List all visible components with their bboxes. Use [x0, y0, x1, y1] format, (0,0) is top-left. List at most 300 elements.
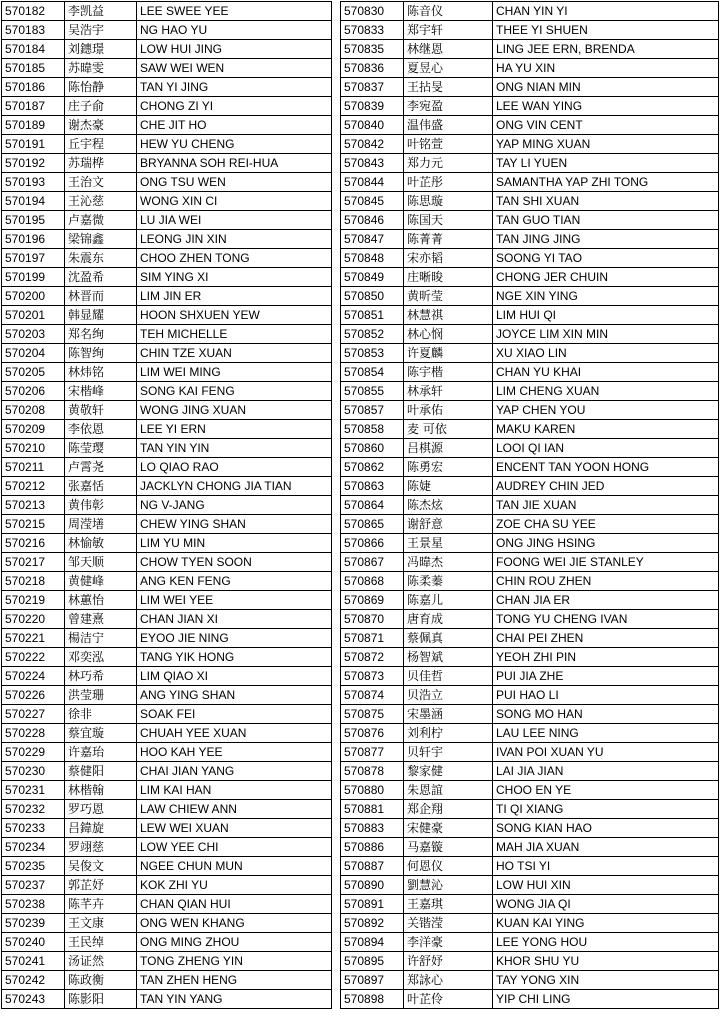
student-id-cell: 570187 — [2, 97, 65, 116]
table-row — [2, 515, 332, 534]
student-id-cell: 570873 — [341, 667, 404, 686]
chinese-name-cell: 王治文 — [65, 173, 137, 192]
table-row — [2, 819, 332, 838]
student-id-cell: 570240 — [2, 933, 65, 952]
table-row — [341, 914, 719, 933]
chinese-name-cell: 陈芊卉 — [65, 895, 137, 914]
chinese-name-cell: 黎家健 — [404, 762, 493, 781]
english-name-cell: LEE SWEE YEE — [137, 2, 332, 21]
chinese-name-cell: 吕鍏旋 — [65, 819, 137, 838]
table-row — [341, 211, 719, 230]
table-row — [341, 116, 719, 135]
chinese-name-cell: 陈菁菁 — [404, 230, 493, 249]
table-row — [2, 876, 332, 895]
chinese-name-cell: 李依恩 — [65, 420, 137, 439]
table-row — [341, 173, 719, 192]
english-name-cell: CHIN TZE XUAN — [137, 344, 332, 363]
table-row — [341, 895, 719, 914]
english-name-cell: CHONG ZI YI — [137, 97, 332, 116]
chinese-name-cell: 贝佳哲 — [404, 667, 493, 686]
chinese-name-cell: 韩显耀 — [65, 306, 137, 325]
chinese-name-cell: 陈勇宏 — [404, 458, 493, 477]
english-name-cell: TAN JIE XUAN — [493, 496, 719, 515]
english-name-cell: EYOO JIE NING — [137, 629, 332, 648]
english-name-cell: TI QI XIANG — [493, 800, 719, 819]
table-row — [2, 230, 332, 249]
chinese-name-cell: 陈国天 — [404, 211, 493, 230]
chinese-name-cell: 郑力元 — [404, 154, 493, 173]
english-name-cell: HOON SHXUEN YEW — [137, 306, 332, 325]
chinese-name-cell: 林巧希 — [65, 667, 137, 686]
english-name-cell: TONG YU CHENG IVAN — [493, 610, 719, 629]
table-row — [2, 211, 332, 230]
student-id-cell: 570851 — [341, 306, 404, 325]
english-name-cell: KOK ZHI YU — [137, 876, 332, 895]
chinese-name-cell: 林继恩 — [404, 40, 493, 59]
chinese-name-cell: 梁锦鑫 — [65, 230, 137, 249]
student-id-cell: 570877 — [341, 743, 404, 762]
student-id-cell: 570242 — [2, 971, 65, 990]
english-name-cell: SONG KIAN HAO — [493, 819, 719, 838]
student-id-cell: 570195 — [2, 211, 65, 230]
english-name-cell: JACKLYN CHONG JIA TIAN — [137, 477, 332, 496]
chinese-name-cell: 徐非 — [65, 705, 137, 724]
table-row — [2, 648, 332, 667]
student-id-cell: 570204 — [2, 344, 65, 363]
english-name-cell: ENCENT TAN YOON HONG — [493, 458, 719, 477]
english-name-cell: CHAI PEI ZHEN — [493, 629, 719, 648]
chinese-name-cell: 陈政衡 — [65, 971, 137, 990]
chinese-name-cell: 林心悯 — [404, 325, 493, 344]
student-id-cell: 570898 — [341, 990, 404, 1009]
chinese-name-cell: 林慧祺 — [404, 306, 493, 325]
student-id-cell: 570843 — [341, 154, 404, 173]
english-name-cell: CHIN ROU ZHEN — [493, 572, 719, 591]
english-name-cell: AUDREY CHIN JED — [493, 477, 719, 496]
english-name-cell: SAW WEI WEN — [137, 59, 332, 78]
chinese-name-cell: 洪莹珊 — [65, 686, 137, 705]
english-name-cell: JOYCE LIM XIN MIN — [493, 325, 719, 344]
english-name-cell: LING JEE ERN, BRENDA — [493, 40, 719, 59]
english-name-cell: LIM QIAO XI — [137, 667, 332, 686]
table-row — [2, 382, 332, 401]
table-row — [341, 705, 719, 724]
table-row — [2, 2, 332, 21]
student-id-cell: 570868 — [341, 572, 404, 591]
student-id-cell: 570869 — [341, 591, 404, 610]
english-name-cell: SONG MO HAN — [493, 705, 719, 724]
table-row — [341, 819, 719, 838]
student-id-cell: 570854 — [341, 363, 404, 382]
table-row — [2, 458, 332, 477]
table-row — [341, 249, 719, 268]
student-id-cell: 570853 — [341, 344, 404, 363]
table-row — [2, 363, 332, 382]
chinese-name-cell: 郑詠心 — [404, 971, 493, 990]
chinese-name-cell: 黄敬轩 — [65, 401, 137, 420]
english-name-cell: LAI JIA JIAN — [493, 762, 719, 781]
chinese-name-cell: 宋亦韬 — [404, 249, 493, 268]
chinese-name-cell: 吴俊文 — [65, 857, 137, 876]
table-row — [341, 724, 719, 743]
chinese-name-cell: 王景星 — [404, 534, 493, 553]
chinese-name-cell: 黄昕莹 — [404, 287, 493, 306]
student-id-cell: 570875 — [341, 705, 404, 724]
table-row — [341, 762, 719, 781]
english-name-cell: CHONG JER CHUIN — [493, 268, 719, 287]
table-row — [2, 287, 332, 306]
student-id-cell: 570219 — [2, 591, 65, 610]
chinese-name-cell: 黄伟彰 — [65, 496, 137, 515]
student-id-cell: 570243 — [2, 990, 65, 1009]
chinese-name-cell: 郑名绚 — [65, 325, 137, 344]
table-row — [341, 325, 719, 344]
table-row — [2, 477, 332, 496]
table-row — [2, 971, 332, 990]
chinese-name-cell: 林愉敏 — [65, 534, 137, 553]
student-id-cell: 570221 — [2, 629, 65, 648]
english-name-cell: LOOI QI IAN — [493, 439, 719, 458]
table-row — [2, 724, 332, 743]
student-id-cell: 570887 — [341, 857, 404, 876]
english-name-cell: LU JIA WEI — [137, 211, 332, 230]
chinese-name-cell: 黄健峰 — [65, 572, 137, 591]
table-row — [341, 192, 719, 211]
english-name-cell: HOO KAH YEE — [137, 743, 332, 762]
chinese-name-cell: 陈婕 — [404, 477, 493, 496]
student-id-cell: 570210 — [2, 439, 65, 458]
english-name-cell: TAN GUO TIAN — [493, 211, 719, 230]
chinese-name-cell: 麦 可依 — [404, 420, 493, 439]
student-id-cell: 570224 — [2, 667, 65, 686]
chinese-name-cell: 周滢墡 — [65, 515, 137, 534]
chinese-name-cell: 苏暐雯 — [65, 59, 137, 78]
student-id-cell: 570886 — [341, 838, 404, 857]
student-id-cell: 570842 — [341, 135, 404, 154]
chinese-name-cell: 郑宇轩 — [404, 21, 493, 40]
student-id-cell: 570197 — [2, 249, 65, 268]
english-name-cell: KUAN KAI YING — [493, 914, 719, 933]
english-name-cell: WONG JIA QI — [493, 895, 719, 914]
chinese-name-cell: 叶芷伶 — [404, 990, 493, 1009]
chinese-name-cell: 丘宇程 — [65, 135, 137, 154]
english-name-cell: LIM JIN ER — [137, 287, 332, 306]
english-name-cell: CHOO ZHEN TONG — [137, 249, 332, 268]
english-name-cell: CHOW TYEN SOON — [137, 553, 332, 572]
chinese-name-cell: 陈音仪 — [404, 2, 493, 21]
english-name-cell: ANG KEN FENG — [137, 572, 332, 591]
chinese-name-cell: 蔡健阳 — [65, 762, 137, 781]
table-row — [341, 648, 719, 667]
table-row — [2, 97, 332, 116]
student-id-cell: 570833 — [341, 21, 404, 40]
english-name-cell: CHAN QIAN HUI — [137, 895, 332, 914]
english-name-cell: BRYANNA SOH REI-HUA — [137, 154, 332, 173]
chinese-name-cell: 劉慧沁 — [404, 876, 493, 895]
english-name-cell: IVAN POI XUAN YU — [493, 743, 719, 762]
english-name-cell: TAY YONG XIN — [493, 971, 719, 990]
table-row — [2, 857, 332, 876]
student-id-cell: 570218 — [2, 572, 65, 591]
table-row — [2, 667, 332, 686]
chinese-name-cell: 刘鏸璟 — [65, 40, 137, 59]
chinese-name-cell: 张嘉恬 — [65, 477, 137, 496]
table-row — [341, 382, 719, 401]
chinese-name-cell: 冯暐杰 — [404, 553, 493, 572]
table-row — [2, 705, 332, 724]
table-row — [2, 116, 332, 135]
chinese-name-cell: 曾建熹 — [65, 610, 137, 629]
chinese-name-cell: 罗翊慈 — [65, 838, 137, 857]
student-id-cell: 570876 — [341, 724, 404, 743]
english-name-cell: LIM WEI YEE — [137, 591, 332, 610]
english-name-cell: FOONG WEI JIE STANLEY — [493, 553, 719, 572]
roster-body-right — [341, 2, 719, 1009]
student-id-cell: 570860 — [341, 439, 404, 458]
table-row — [341, 97, 719, 116]
chinese-name-cell: 宋墨涵 — [404, 705, 493, 724]
english-name-cell: YEOH ZHI PIN — [493, 648, 719, 667]
student-id-cell: 570222 — [2, 648, 65, 667]
student-id-cell: 570846 — [341, 211, 404, 230]
english-name-cell: CHAN JIA ER — [493, 591, 719, 610]
english-name-cell: TAN YI JING — [137, 78, 332, 97]
english-name-cell: CHEW YING SHAN — [137, 515, 332, 534]
table-row — [341, 306, 719, 325]
chinese-name-cell: 夏昱心 — [404, 59, 493, 78]
table-row — [2, 40, 332, 59]
student-id-cell: 570186 — [2, 78, 65, 97]
english-name-cell: HEW YU CHENG — [137, 135, 332, 154]
table-row — [2, 401, 332, 420]
chinese-name-cell: 庄子俞 — [65, 97, 137, 116]
table-row — [341, 876, 719, 895]
chinese-name-cell: 汤证然 — [65, 952, 137, 971]
chinese-name-cell: 吴浩宇 — [65, 21, 137, 40]
english-name-cell: LEONG JIN XIN — [137, 230, 332, 249]
student-id-cell: 570864 — [341, 496, 404, 515]
english-name-cell: CHAI JIAN YANG — [137, 762, 332, 781]
table-row — [341, 458, 719, 477]
student-id-cell: 570232 — [2, 800, 65, 819]
english-name-cell: TAN YIN YANG — [137, 990, 332, 1009]
student-id-cell: 570237 — [2, 876, 65, 895]
chinese-name-cell: 杨智斌 — [404, 648, 493, 667]
student-id-cell: 570891 — [341, 895, 404, 914]
table-row — [2, 192, 332, 211]
english-name-cell: ONG WEN KHANG — [137, 914, 332, 933]
table-row — [2, 610, 332, 629]
student-id-cell: 570229 — [2, 743, 65, 762]
english-name-cell: LEE YONG HOU — [493, 933, 719, 952]
student-id-cell: 570239 — [2, 914, 65, 933]
student-id-cell: 570191 — [2, 135, 65, 154]
chinese-name-cell: 李凯益 — [65, 2, 137, 21]
english-name-cell: YAP CHEN YOU — [493, 401, 719, 420]
student-id-cell: 570878 — [341, 762, 404, 781]
chinese-name-cell: 王拈旻 — [404, 78, 493, 97]
chinese-name-cell: 陈怡静 — [65, 78, 137, 97]
student-id-cell: 570897 — [341, 971, 404, 990]
student-id-cell: 570199 — [2, 268, 65, 287]
table-row — [341, 667, 719, 686]
student-id-cell: 570874 — [341, 686, 404, 705]
table-row — [2, 838, 332, 857]
chinese-name-cell: 吕棋源 — [404, 439, 493, 458]
student-id-cell: 570193 — [2, 173, 65, 192]
table-row — [341, 534, 719, 553]
student-id-cell: 570849 — [341, 268, 404, 287]
chinese-name-cell: 许夏麟 — [404, 344, 493, 363]
student-id-cell: 570892 — [341, 914, 404, 933]
chinese-name-cell: 沈盈希 — [65, 268, 137, 287]
english-name-cell: NG V-JANG — [137, 496, 332, 515]
chinese-name-cell: 关锴滢 — [404, 914, 493, 933]
chinese-name-cell: 楊洁宁 — [65, 629, 137, 648]
chinese-name-cell: 刘利柠 — [404, 724, 493, 743]
english-name-cell: LO QIAO RAO — [137, 458, 332, 477]
table-row — [2, 135, 332, 154]
table-row — [2, 895, 332, 914]
table-row — [2, 154, 332, 173]
english-name-cell: ONG TSU WEN — [137, 173, 332, 192]
english-name-cell: TAN ZHEN HENG — [137, 971, 332, 990]
student-id-cell: 570220 — [2, 610, 65, 629]
student-id-cell: 570837 — [341, 78, 404, 97]
english-name-cell: LIM YU MIN — [137, 534, 332, 553]
table-row — [341, 781, 719, 800]
student-id-cell: 570881 — [341, 800, 404, 819]
table-row — [2, 420, 332, 439]
table-row — [2, 762, 332, 781]
student-id-cell: 570216 — [2, 534, 65, 553]
table-row — [341, 21, 719, 40]
table-row — [341, 477, 719, 496]
english-name-cell: TAN YIN YIN — [137, 439, 332, 458]
chinese-name-cell: 陈思璇 — [404, 192, 493, 211]
chinese-name-cell: 朱震东 — [65, 249, 137, 268]
english-name-cell: LEE YI ERN — [137, 420, 332, 439]
table-row — [2, 21, 332, 40]
chinese-name-cell: 苏瑞桦 — [65, 154, 137, 173]
table-row — [341, 515, 719, 534]
student-id-cell: 570871 — [341, 629, 404, 648]
table-row — [341, 610, 719, 629]
chinese-name-cell: 李宛盈 — [404, 97, 493, 116]
student-id-cell: 570850 — [341, 287, 404, 306]
roster-table-right — [340, 1, 719, 1009]
chinese-name-cell: 宋健豪 — [404, 819, 493, 838]
student-id-cell: 570855 — [341, 382, 404, 401]
chinese-name-cell: 卢霄尧 — [65, 458, 137, 477]
english-name-cell: LEW WEI XUAN — [137, 819, 332, 838]
table-row — [341, 268, 719, 287]
student-id-cell: 570883 — [341, 819, 404, 838]
table-row — [2, 325, 332, 344]
table-row — [341, 743, 719, 762]
table-row — [341, 686, 719, 705]
english-name-cell: THEE YI SHUEN — [493, 21, 719, 40]
table-row — [341, 933, 719, 952]
english-name-cell: ONG JING HSING — [493, 534, 719, 553]
table-row — [2, 173, 332, 192]
english-name-cell: TAN JING JING — [493, 230, 719, 249]
chinese-name-cell: 邓奕泓 — [65, 648, 137, 667]
chinese-name-cell: 郑企翔 — [404, 800, 493, 819]
english-name-cell: ONG NIAN MIN — [493, 78, 719, 97]
student-id-cell: 570848 — [341, 249, 404, 268]
english-name-cell: CHAN JIAN XI — [137, 610, 332, 629]
student-id-cell: 570183 — [2, 21, 65, 40]
table-row — [341, 572, 719, 591]
student-id-cell: 570182 — [2, 2, 65, 21]
english-name-cell: LIM CHENG XUAN — [493, 382, 719, 401]
english-name-cell: CHAN YU KHAI — [493, 363, 719, 382]
student-id-cell: 570213 — [2, 496, 65, 515]
table-row — [2, 990, 332, 1009]
chinese-name-cell: 唐育成 — [404, 610, 493, 629]
chinese-name-cell: 贝浩立 — [404, 686, 493, 705]
student-id-cell: 570241 — [2, 952, 65, 971]
chinese-name-cell: 许嘉珆 — [65, 743, 137, 762]
english-name-cell: SAMANTHA YAP ZHI TONG — [493, 173, 719, 192]
english-name-cell: LOW YEE CHI — [137, 838, 332, 857]
student-id-cell: 570865 — [341, 515, 404, 534]
english-name-cell: CHE JIT HO — [137, 116, 332, 135]
chinese-name-cell: 林承轩 — [404, 382, 493, 401]
table-row — [341, 363, 719, 382]
table-row — [341, 857, 719, 876]
table-row — [2, 952, 332, 971]
chinese-name-cell: 李洋豪 — [404, 933, 493, 952]
chinese-name-cell: 陈柔蓁 — [404, 572, 493, 591]
table-row — [2, 553, 332, 572]
table-row — [2, 249, 332, 268]
english-name-cell: LIM HUI QI — [493, 306, 719, 325]
student-id-cell: 570895 — [341, 952, 404, 971]
student-id-cell: 570215 — [2, 515, 65, 534]
student-id-cell: 570230 — [2, 762, 65, 781]
table-row — [2, 344, 332, 363]
chinese-name-cell: 贝轩宇 — [404, 743, 493, 762]
roster-table-left — [1, 1, 332, 1009]
chinese-name-cell: 林楷翰 — [65, 781, 137, 800]
table-row — [2, 534, 332, 553]
student-id-cell: 570206 — [2, 382, 65, 401]
student-id-cell: 570866 — [341, 534, 404, 553]
table-row — [341, 553, 719, 572]
table-row — [341, 344, 719, 363]
english-name-cell: SIM YING XI — [137, 268, 332, 287]
student-id-cell: 570880 — [341, 781, 404, 800]
student-id-cell: 570852 — [341, 325, 404, 344]
chinese-name-cell: 王文康 — [65, 914, 137, 933]
english-name-cell: HA YU XIN — [493, 59, 719, 78]
english-name-cell: PUI JIA ZHE — [493, 667, 719, 686]
student-id-cell: 570234 — [2, 838, 65, 857]
english-name-cell: LEE WAN YING — [493, 97, 719, 116]
table-row — [341, 230, 719, 249]
table-row — [341, 59, 719, 78]
english-name-cell: LAU LEE NING — [493, 724, 719, 743]
student-id-cell: 570235 — [2, 857, 65, 876]
table-row — [2, 743, 332, 762]
english-name-cell: NGE XIN YING — [493, 287, 719, 306]
table-row — [2, 800, 332, 819]
chinese-name-cell: 许舒妤 — [404, 952, 493, 971]
table-row — [2, 59, 332, 78]
chinese-name-cell: 庄晰晙 — [404, 268, 493, 287]
